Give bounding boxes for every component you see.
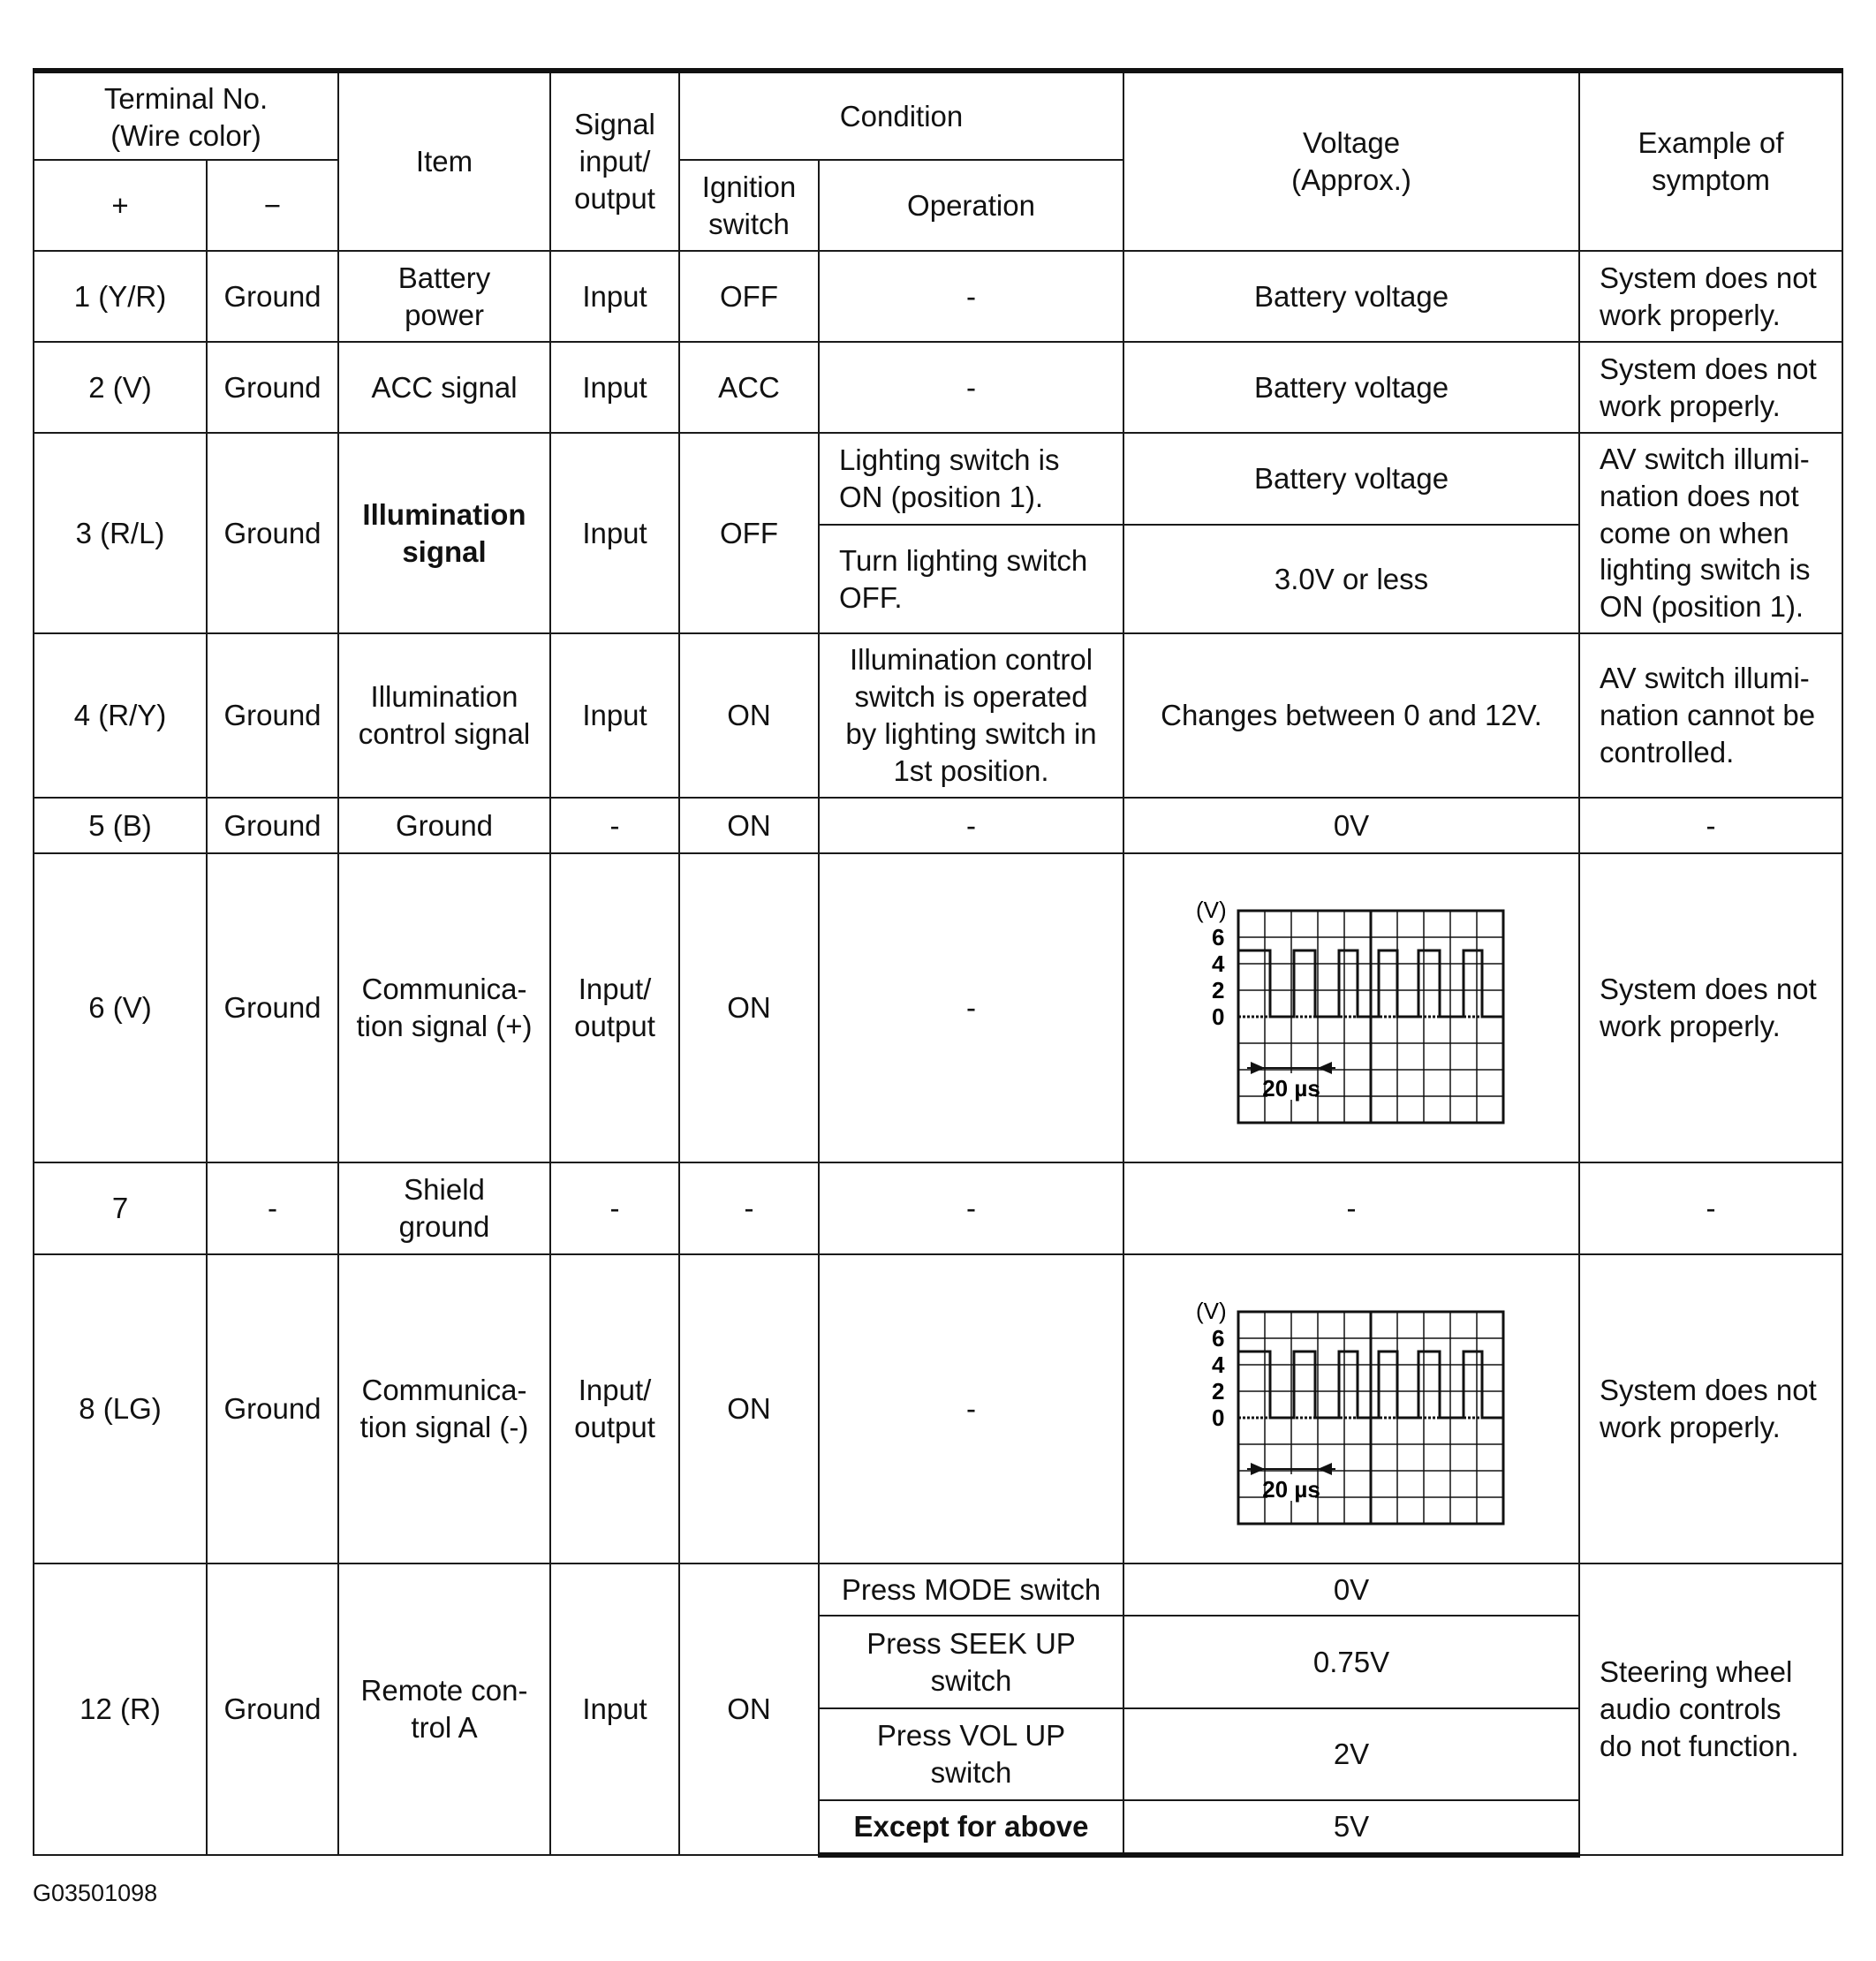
symptom-cell: AV switch illumi- nation cannot be controlled. [1579,633,1842,798]
voltage-cell: 0.75V [1123,1616,1579,1708]
terminal-cell: 4 (R/Y) [34,633,207,798]
waveform-cell [1123,853,1579,1162]
signal-cell: - [550,798,679,853]
symptom-cell: System does not work properly. [1579,853,1842,1162]
voltage-cell: Battery voltage [1123,251,1579,342]
header-condition: Condition [679,71,1123,160]
ignition-cell: ACC [679,342,819,433]
operation-cell: Except for above [819,1800,1123,1855]
terminal-cell: 7 [34,1162,207,1254]
table-row [34,633,1842,798]
table-row [34,1162,1842,1254]
waveform-unit-label: (V) [1196,1298,1227,1324]
symptom-cell: AV switch illumi- nation does not come on when lighting switch is ON (position 1). [1579,433,1842,633]
terminal-cell: 6 (V) [34,853,207,1162]
terminal-cell: 8 (LG) [34,1254,207,1564]
symptom-cell: System does not work properly. [1579,251,1842,342]
terminal-cell: 1 (Y/R) [34,251,207,342]
waveform-plus-chart [1192,889,1510,1127]
item-cell: Illumination signal [338,433,550,633]
waveform-y-tick: 2 [1212,1378,1225,1404]
ground-cell: Ground [207,798,338,853]
signal-cell: Input [550,251,679,342]
ground-cell: Ground [207,433,338,633]
header-item: Item [338,71,550,251]
symptom-cell: - [1579,1162,1842,1254]
ground-cell: Ground [207,633,338,798]
ignition-cell: - [679,1162,819,1254]
header-terminal: Terminal No. (Wire color) [34,71,338,160]
time-marker-arrow [1251,1062,1265,1074]
table-row [34,798,1842,853]
time-marker-arrow [1318,1062,1332,1074]
symptom-cell: Steering wheel audio controls do not function. [1579,1564,1842,1855]
ignition-cell: OFF [679,251,819,342]
signal-cell: Input/ output [550,853,679,1162]
waveform-minus-chart [1192,1290,1510,1528]
item-cell: Battery power [338,251,550,342]
table-row [34,433,1842,525]
operation-cell: Illumination control switch is operated by lighting switch in 1st position. [819,633,1123,798]
signal-cell: Input/ output [550,1254,679,1564]
ignition-cell: ON [679,1564,819,1855]
operation-cell: Lighting switch is ON (position 1). [819,433,1123,525]
waveform-y-tick: 0 [1212,1404,1225,1431]
time-marker-arrow [1251,1463,1265,1475]
operation-cell: Press MODE switch [819,1564,1123,1616]
ignition-cell: ON [679,1254,819,1564]
figure-id: G03501098 [33,1880,158,1906]
header-operation: Operation [819,160,1123,251]
table-row [34,251,1842,342]
ground-cell: - [207,1162,338,1254]
symptom-cell: - [1579,798,1842,853]
ground-cell: Ground [207,1564,338,1855]
ground-cell: Ground [207,342,338,433]
item-cell: Communica- tion signal (-) [338,1254,550,1564]
waveform-y-tick: 6 [1212,1325,1225,1352]
terminal-cell: 3 (R/L) [34,433,207,633]
item-cell: Remote con- trol A [338,1564,550,1855]
operation-cell: - [819,1254,1123,1564]
terminal-cell: 5 (B) [34,798,207,853]
voltage-cell: 2V [1123,1708,1579,1800]
voltage-cell: Changes between 0 and 12V. [1123,633,1579,798]
item-cell: Illumination control signal [338,633,550,798]
voltage-cell: - [1123,1162,1579,1254]
header-minus: − [207,160,338,251]
ignition-cell: ON [679,633,819,798]
waveform-y-tick: 2 [1212,977,1225,1003]
waveform-y-tick: 6 [1212,924,1225,950]
terminal-table [33,68,1843,1858]
header-voltage: Voltage (Approx.) [1123,71,1579,251]
time-division-label: 20 µs [1262,1476,1320,1503]
terminal-cell: 2 (V) [34,342,207,433]
terminal-cell: 12 (R) [34,1564,207,1855]
table-row [34,853,1842,1162]
voltage-cell: Battery voltage [1123,433,1579,525]
item-cell: Communica- tion signal (+) [338,853,550,1162]
item-cell: Ground [338,798,550,853]
waveform-y-tick: 4 [1212,950,1225,977]
signal-cell: - [550,1162,679,1254]
symptom-cell: System does not work properly. [1579,342,1842,433]
operation-cell: - [819,251,1123,342]
time-division-label: 20 µs [1262,1075,1320,1102]
header-symptom: Example of symptom [1579,71,1842,251]
waveform-y-tick: 0 [1212,1003,1225,1030]
symptom-cell: System does not work properly. [1579,1254,1842,1564]
waveform-y-tick: 4 [1212,1352,1225,1378]
operation-cell: - [819,853,1123,1162]
waveform-cell [1123,1254,1579,1564]
operation-cell: Press SEEK UP switch [819,1616,1123,1708]
ignition-cell: ON [679,798,819,853]
header-ignition: Ignition switch [679,160,819,251]
voltage-cell: 0V [1123,1564,1579,1616]
ground-cell: Ground [207,853,338,1162]
ignition-cell: OFF [679,433,819,633]
waveform-unit-label: (V) [1196,897,1227,923]
header-signal: Signal input/ output [550,71,679,251]
item-cell: ACC signal [338,342,550,433]
table-row [34,1254,1842,1564]
operation-cell: - [819,1162,1123,1254]
header-plus: + [34,160,207,251]
operation-cell: - [819,798,1123,853]
signal-cell: Input [550,342,679,433]
ground-cell: Ground [207,251,338,342]
table-row [34,1564,1842,1616]
signal-cell: Input [550,633,679,798]
table-row [34,342,1842,433]
voltage-cell: 0V [1123,798,1579,853]
operation-cell: Turn lighting switch OFF. [819,525,1123,633]
item-cell: Shield ground [338,1162,550,1254]
voltage-cell: Battery voltage [1123,342,1579,433]
signal-cell: Input [550,433,679,633]
voltage-cell: 3.0V or less [1123,525,1579,633]
operation-cell: - [819,342,1123,433]
ignition-cell: ON [679,853,819,1162]
time-marker-arrow [1318,1463,1332,1475]
terminal-table-sheet [33,68,1842,1858]
voltage-cell: 5V [1123,1800,1579,1855]
ground-cell: Ground [207,1254,338,1564]
signal-cell: Input [550,1564,679,1855]
operation-cell: Press VOL UP switch [819,1708,1123,1800]
